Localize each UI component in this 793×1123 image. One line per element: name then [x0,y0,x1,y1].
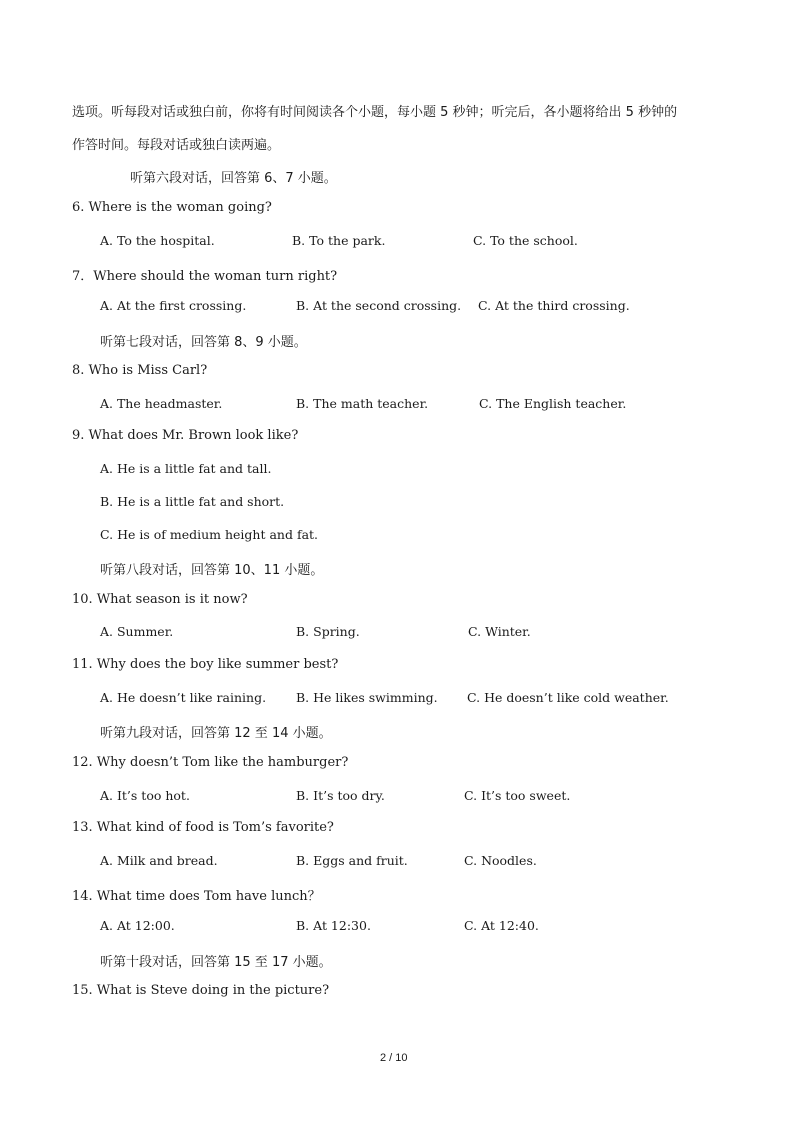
q6-option-b: B. To the park. [292,233,386,248]
q14-option-c: C. At 12:40. [464,918,539,933]
q7-option-a: A. At the first crossing. [100,298,247,313]
q13-option-b: B. Eggs and fruit. [296,853,408,868]
q9-option-a: A. He is a little fat and tall. [100,461,272,476]
q10-option-b: B. Spring. [296,624,360,639]
section-heading-9: 听第九段对话，回答第 12 至 14 小题。 [100,726,332,741]
q7-option-c: C. At the third crossing. [478,298,630,313]
instructions-line-2: 作答时间。每段对话或独白读两遍。 [72,138,281,153]
question-7: 7．Where should the woman turn right? [72,269,338,284]
q12-option-b: B. It’s too dry. [296,788,385,803]
q8-option-a: A. The headmaster. [100,396,223,411]
question-8: 8. Who is Miss Carl? [72,363,208,378]
q12-option-c: C. It’s too sweet. [464,788,571,803]
q13-option-c: C. Noodles. [464,853,537,868]
q14-option-a: A. At 12:00. [100,918,175,933]
q11-option-c: C. He doesn’t like cold weather. [467,690,669,705]
q14-option-b: B. At 12:30. [296,918,371,933]
q12-option-a: A. It’s too hot. [100,788,190,803]
q8-option-c: C. The English teacher. [479,396,627,411]
section-heading-8: 听第八段对话，回答第 10、11 小题。 [100,563,324,578]
section-heading-7: 听第七段对话，回答第 8、9 小题。 [100,335,307,350]
question-12: 12. Why doesn’t Tom like the hamburger? [72,755,349,770]
q6-option-a: A. To the hospital. [100,233,215,248]
question-15: 15. What is Steve doing in the picture? [72,983,330,998]
section-heading-10: 听第十段对话，回答第 15 至 17 小题。 [100,955,332,970]
question-13: 13. What kind of food is Tom’s favorite? [72,820,334,835]
section-heading-6: 听第六段对话，回答第 6、7 小题。 [130,171,337,186]
q8-option-b: B. The math teacher. [296,396,429,411]
page-number: 2 / 10 [380,1052,408,1064]
q13-option-a: A. Milk and bread. [100,853,218,868]
question-11: 11. Why does the boy like summer best? [72,657,339,672]
q7-option-b: B. At the second crossing. [296,298,462,313]
q9-option-c: C. He is of medium height and fat. [100,527,319,542]
q11-option-a: A. He doesn’t like raining. [100,690,267,705]
q10-option-c: C. Winter. [468,624,531,639]
question-9: 9. What does Mr. Brown look like? [72,428,299,443]
question-6: 6. Where is the woman going? [72,200,272,215]
question-10: 10. What season is it now? [72,592,248,607]
q10-option-a: A. Summer. [100,624,174,639]
q9-option-b: B. He is a little fat and short. [100,494,285,509]
q11-option-b: B. He likes swimming. [296,690,438,705]
q6-option-c: C. To the school. [473,233,578,248]
instructions-line-1: 选项。听每段对话或独白前，你将有时间阅读各个小题，每小题 5 秒钟；听完后，各小题将给出 5 秒钟的 [72,105,678,120]
question-14: 14. What time does Tom have lunch？ [72,889,321,904]
